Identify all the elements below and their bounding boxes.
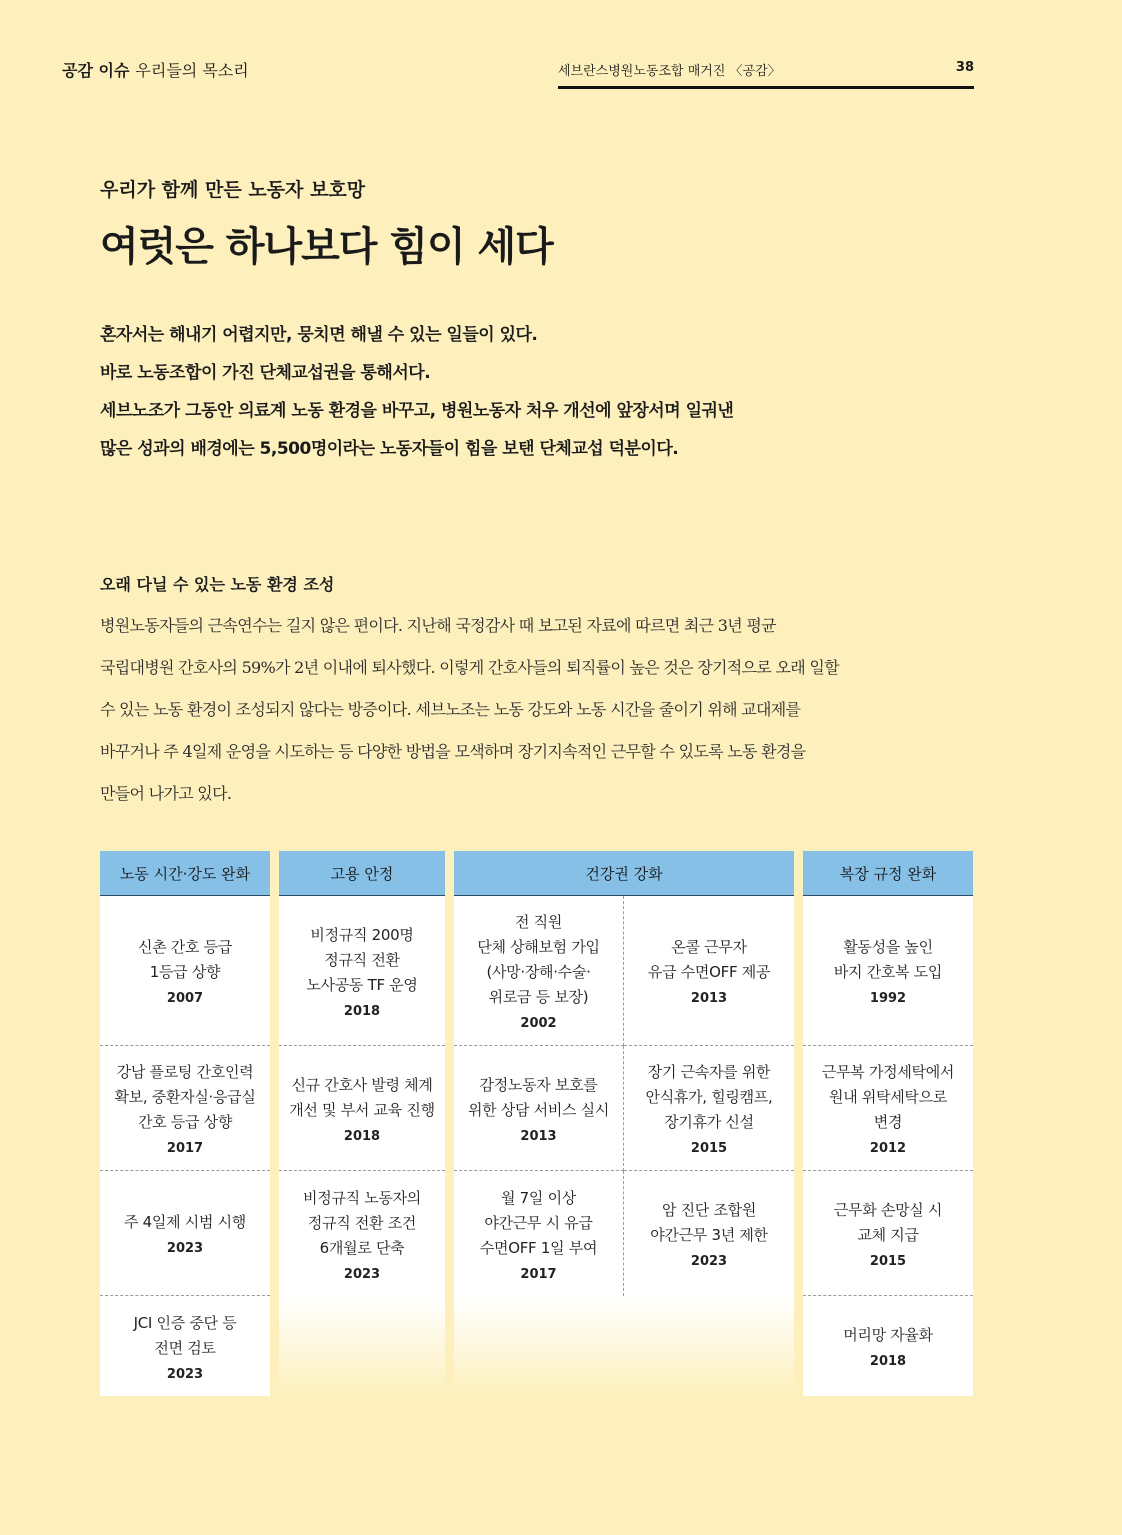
cell-text: 전 직원 단체 상해보험 가입 (사망·장해·수술· 위로금 등 보장) bbox=[477, 913, 600, 1006]
cell-year: 2018 bbox=[343, 1128, 381, 1144]
header-rule bbox=[558, 86, 974, 89]
table-cell bbox=[803, 1046, 973, 1171]
cell-text: 월 7일 이상 야간근무 시 유급 수면OFF 1일 부여 bbox=[479, 1188, 598, 1257]
cell-text: 주 4일제 시범 시행 bbox=[124, 1213, 246, 1231]
column-header-dress-code: 복장 규정 완화 bbox=[803, 851, 973, 896]
column-fade bbox=[454, 1296, 794, 1396]
cell-year: 2023 bbox=[166, 1241, 204, 1256]
body-line: 만들어 나가고 있다. bbox=[100, 784, 232, 803]
table-cell bbox=[100, 1046, 270, 1171]
cell-text: 비정규직 200명 정규직 전환 노사공동 TF 운영 bbox=[306, 925, 418, 994]
cell-year: 2023 bbox=[166, 1366, 204, 1382]
lead-line: 많은 성과의 배경에는 5,500명이라는 노동자들이 힘을 보탠 단체교섭 덕분이다. bbox=[100, 439, 679, 459]
lead-line: 혼자서는 해내기 어렵지만, 뭉치면 해낼 수 있는 일들이 있다. bbox=[100, 325, 538, 345]
cell-year: 2023 bbox=[690, 1254, 728, 1269]
table-cell bbox=[279, 1171, 445, 1296]
table-cell bbox=[100, 896, 270, 1046]
subsection-name: 우리들의 목소리 bbox=[135, 61, 249, 80]
table-cell bbox=[279, 896, 445, 1046]
cell-year: 2013 bbox=[520, 1128, 557, 1144]
table-cell bbox=[454, 896, 624, 1046]
table-cell bbox=[454, 1171, 624, 1296]
cell-text: 감정노동자 보호를 위한 상담 서비스 실시 bbox=[467, 1075, 610, 1119]
table-cell bbox=[624, 896, 794, 1046]
lead-line: 바로 노동조합이 가진 단체교섭권을 통해서다. bbox=[100, 363, 431, 383]
cell-year: 2018 bbox=[343, 1003, 381, 1019]
column-header-health: 건강권 강화 bbox=[454, 851, 794, 896]
cell-year: 2013 bbox=[690, 991, 728, 1006]
article-title: 여럿은 하나보다 힘이 세다 bbox=[100, 224, 553, 270]
table-cell bbox=[100, 1171, 270, 1296]
lead-line: 세브노조가 그동안 의료계 노동 환경을 바꾸고, 병원노동자 처우 개선에 앞장서며 일궈낸 bbox=[100, 401, 734, 421]
page-number: 38 bbox=[955, 60, 974, 75]
body-line: 수 있는 노동 환경이 조성되지 않다는 방증이다. 세브노조는 노동 강도와 노동 시간을 줄이기 위해 교대제를 bbox=[100, 700, 801, 719]
cell-text: 장기 근속자를 위한 안식휴가, 힐링캠프, 장기휴가 신설 bbox=[645, 1063, 773, 1131]
cell-year: 2023 bbox=[343, 1266, 381, 1282]
column-header-work-hours: 노동 시간·강도 완화 bbox=[100, 851, 270, 896]
table-cell bbox=[803, 1296, 973, 1396]
table-cell bbox=[803, 1171, 973, 1296]
cell-text: 머리망 자율화 bbox=[843, 1326, 933, 1344]
body-line: 병원노동자들의 근속연수는 길지 않은 편이다. 지난해 국정감사 때 보고된 자료에 따르면 최근 3년 평균 bbox=[100, 616, 776, 635]
body-line: 국립대병원 간호사의 59%가 2년 이내에 퇴사했다. 이렇게 간호사들의 퇴직률이 높은 것은 장기적으로 오래 일할 bbox=[100, 658, 839, 677]
cell-year: 2007 bbox=[166, 991, 204, 1006]
cell-year: 2018 bbox=[869, 1354, 907, 1369]
cell-year: 1992 bbox=[869, 991, 907, 1006]
cell-year: 2017 bbox=[166, 1141, 204, 1156]
table-cell bbox=[624, 1046, 794, 1171]
column-header-employment: 고용 안정 bbox=[279, 851, 445, 896]
cell-text: 강남 플로팅 간호인력 확보, 중환자실·응급실 간호 등급 상향 bbox=[114, 1063, 256, 1131]
cell-text: 근무복 가정세탁에서 원내 위탁세탁으로 변경 bbox=[821, 1063, 955, 1131]
cell-text: 비정규직 노동자의 정규직 전환 조건 6개월로 단축 bbox=[303, 1188, 421, 1257]
cell-year: 2015 bbox=[690, 1141, 728, 1156]
magazine-name: 세브란스병원노동조합 매거진 〈공감〉 bbox=[558, 64, 781, 79]
table-cell bbox=[624, 1171, 794, 1296]
table-cell bbox=[279, 1046, 445, 1171]
body-paragraph bbox=[100, 605, 970, 815]
cell-text: 근무화 손망실 시 교체 지급 bbox=[833, 1200, 943, 1244]
section-heading: 오래 다닐 수 있는 노동 환경 조성 bbox=[100, 575, 335, 594]
body-line: 바꾸거나 주 4일제 운영을 시도하는 등 다양한 방법을 모색하며 장기지속적인 근무할 수 있도록 노동 환경을 bbox=[100, 742, 806, 761]
article-kicker: 우리가 함께 만든 노동자 보호망 bbox=[100, 179, 366, 201]
cell-year: 2002 bbox=[520, 1016, 557, 1031]
cell-text: JCI 인증 중단 등 전면 검토 bbox=[133, 1313, 237, 1357]
cell-year: 2017 bbox=[520, 1266, 557, 1282]
cell-year: 2015 bbox=[869, 1253, 907, 1269]
table-cell bbox=[454, 1046, 624, 1171]
lead-paragraph bbox=[100, 316, 960, 468]
column-fade bbox=[279, 1296, 445, 1396]
cell-text: 암 진단 조합원 야간근무 3년 제한 bbox=[650, 1201, 768, 1244]
cell-text: 활동성을 높인 바지 간호복 도입 bbox=[833, 938, 943, 981]
section-label bbox=[62, 58, 249, 81]
table-cell bbox=[803, 896, 973, 1046]
section-name: 공감 이슈 bbox=[62, 61, 130, 80]
table-cell bbox=[100, 1296, 270, 1396]
cell-text: 신규 간호사 발령 체계 개선 및 부서 교육 진행 bbox=[289, 1075, 435, 1119]
cell-year: 2012 bbox=[869, 1141, 907, 1156]
cell-text: 온콜 근무자 유급 수면OFF 제공 bbox=[647, 938, 771, 981]
cell-text: 신촌 간호 등급 1등급 상향 bbox=[137, 938, 233, 981]
